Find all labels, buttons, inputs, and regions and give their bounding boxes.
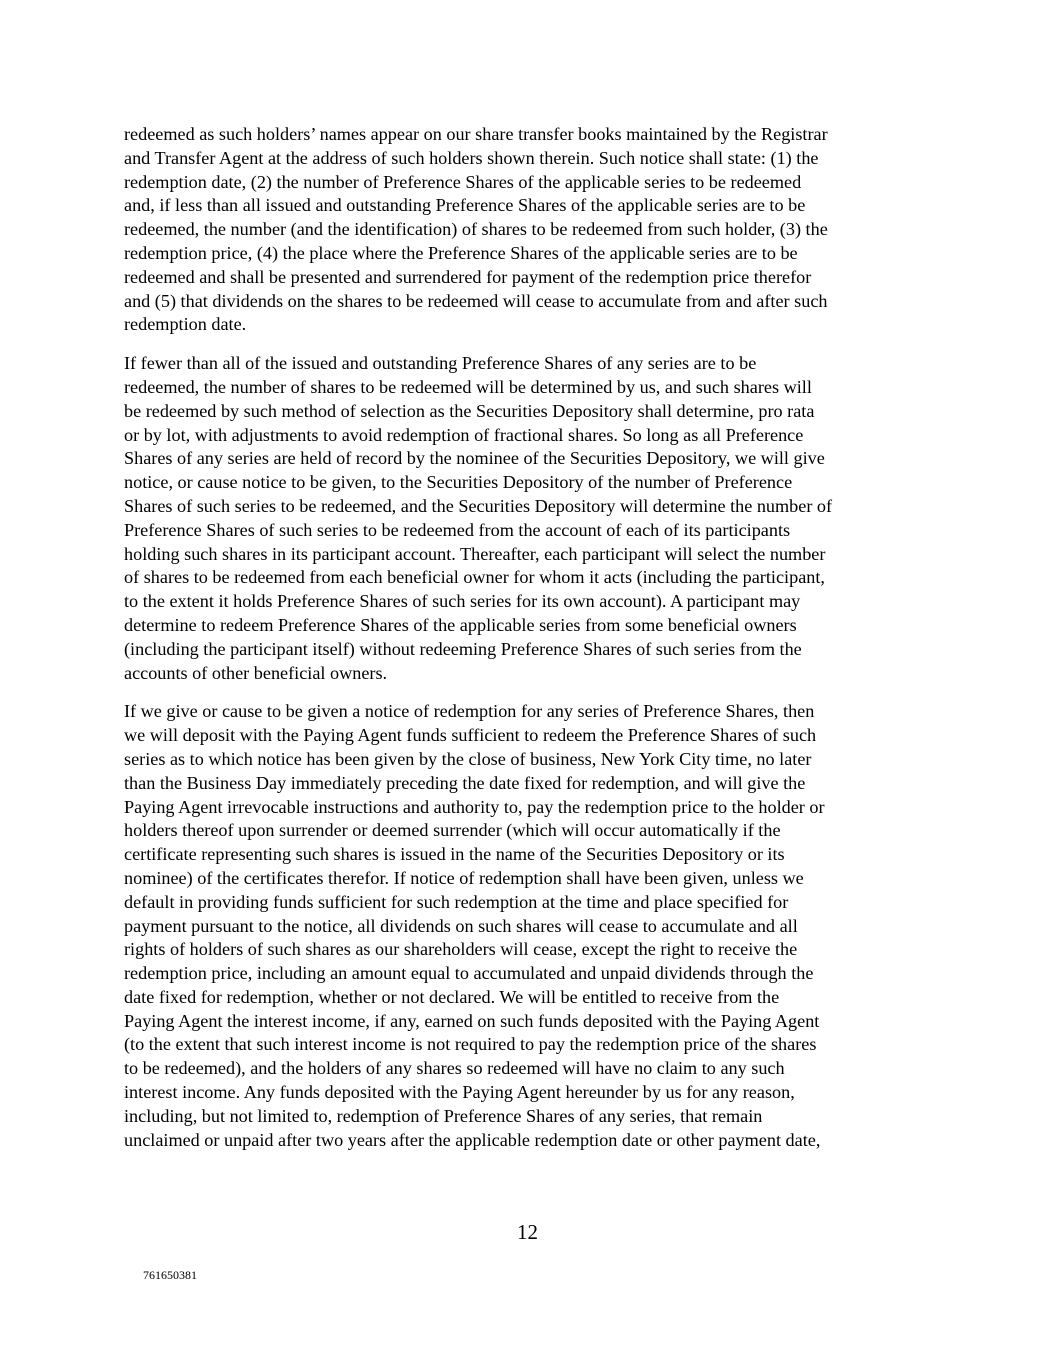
text-line: If we give or cause to be given a notice of redemption for any series of Preference Shares, then xyxy=(124,701,815,722)
text-line: be redeemed by such method of selection as the Securities Depository shall determine, pro rata xyxy=(124,400,815,421)
text-line: payment pursuant to the notice, all dividends on such shares will cease to accumulate and all xyxy=(124,915,798,936)
text-line: redemption date. xyxy=(124,314,247,335)
text-line: Shares of such series to be redeemed, and the Securities Depository will determine the number of xyxy=(124,495,833,516)
text-line: holding such shares in its participant account. Thereafter, each participant will select the number xyxy=(124,543,826,564)
paragraph-notice-contents xyxy=(124,123,936,337)
text-line: and Transfer Agent at the address of such holders shown therein. Such notice shall state: (1) the xyxy=(124,147,819,168)
text-line: determine to redeem Preference Shares of the applicable series from some beneficial owners xyxy=(124,614,797,635)
text-line: including, but not limited to, redemption of Preference Shares of any series, that remain xyxy=(124,1105,763,1126)
paragraph-partial-redemption xyxy=(124,352,936,685)
text-line: (to the extent that such interest income is not required to pay the redemption price of the shares xyxy=(124,1034,817,1055)
text-line: and, if less than all issued and outstanding Preference Shares of the applicable series are to be xyxy=(124,195,806,216)
text-line: series as to which notice has been given by the close of business, New York City time, no later xyxy=(124,748,812,769)
text-line: we will deposit with the Paying Agent funds sufficient to redeem the Preference Shares of such xyxy=(124,725,817,746)
text-line: redeemed and shall be presented and surrendered for payment of the redemption price therefor xyxy=(124,266,812,287)
text-line: holders thereof upon surrender or deemed surrender (which will occur automatically if the xyxy=(124,820,781,841)
text-line: than the Business Day immediately preceding the date fixed for redemption, and will give the xyxy=(124,772,806,793)
page-number: 12 xyxy=(517,1220,538,1244)
text-line: and (5) that dividends on the shares to be redeemed will cease to accumulate from and after such xyxy=(124,290,828,311)
text-line: Paying Agent irrevocable instructions and authority to, pay the redemption price to the holder or xyxy=(124,796,825,817)
text-line: to the extent it holds Preference Shares of such series for its own account). A participant may xyxy=(124,591,801,612)
text-line: rights of holders of such shares as our shareholders will cease, except the right to receive the xyxy=(124,939,798,960)
text-line: notice, or cause notice to be given, to the Securities Depository of the number of Preference xyxy=(124,472,793,493)
text-line: accounts of other beneficial owners. xyxy=(124,662,388,683)
document-id: 761650381 xyxy=(143,1268,197,1282)
text-line: certificate representing such shares is issued in the name of the Securities Depository or its xyxy=(124,844,785,865)
text-line: interest income. Any funds deposited with the Paying Agent hereunder by us for any reason, xyxy=(124,1082,795,1103)
text-line: nominee) of the certificates therefor. If notice of redemption shall have been given, unless we xyxy=(124,867,804,888)
text-line: to be redeemed), and the holders of any shares so redeemed will have no claim to any such xyxy=(124,1058,785,1079)
text-line: unclaimed or unpaid after two years after the applicable redemption date or other payment date, xyxy=(124,1129,821,1150)
text-line: date fixed for redemption, whether or not declared. We will be entitled to receive from the xyxy=(124,986,780,1007)
text-line: Shares of any series are held of record by the nominee of the Securities Depository, we will give xyxy=(124,448,825,469)
text-line: default in providing funds sufficient for such redemption at the time and place specified for xyxy=(124,891,789,912)
text-line: (including the participant itself) without redeeming Preference Shares of such series from the xyxy=(124,638,802,659)
text-line: or by lot, with adjustments to avoid redemption of fractional shares. So long as all Preference xyxy=(124,424,804,445)
text-line: redemption price, (4) the place where the Preference Shares of the applicable series are to be xyxy=(124,242,798,263)
text-line: If fewer than all of the issued and outstanding Preference Shares of any series are to be xyxy=(124,353,757,374)
text-line: redeemed, the number (and the identification) of shares to be redeemed from such holder, (3) the xyxy=(124,219,828,240)
text-line: of shares to be redeemed from each beneficial owner for whom it acts (including the participant, xyxy=(124,567,825,588)
text-line: redemption date, (2) the number of Preference Shares of the applicable series to be redeemed xyxy=(124,171,802,192)
text-line: redeemed, the number of shares to be redeemed will be determined by us, and such shares will xyxy=(124,376,812,397)
text-line: Preference Shares of such series to be redeemed from the account of each of its participants xyxy=(124,519,791,540)
text-line: redemption price, including an amount equal to accumulated and unpaid dividends through the xyxy=(124,963,814,984)
body-text xyxy=(124,123,936,1167)
text-line: redeemed as such holders’ names appear on our share transfer books maintained by the Registrar xyxy=(124,124,828,144)
text-line: Paying Agent the interest income, if any, earned on such funds deposited with the Paying Agent xyxy=(124,1010,820,1031)
paragraph-deposit-of-funds xyxy=(124,700,936,1152)
